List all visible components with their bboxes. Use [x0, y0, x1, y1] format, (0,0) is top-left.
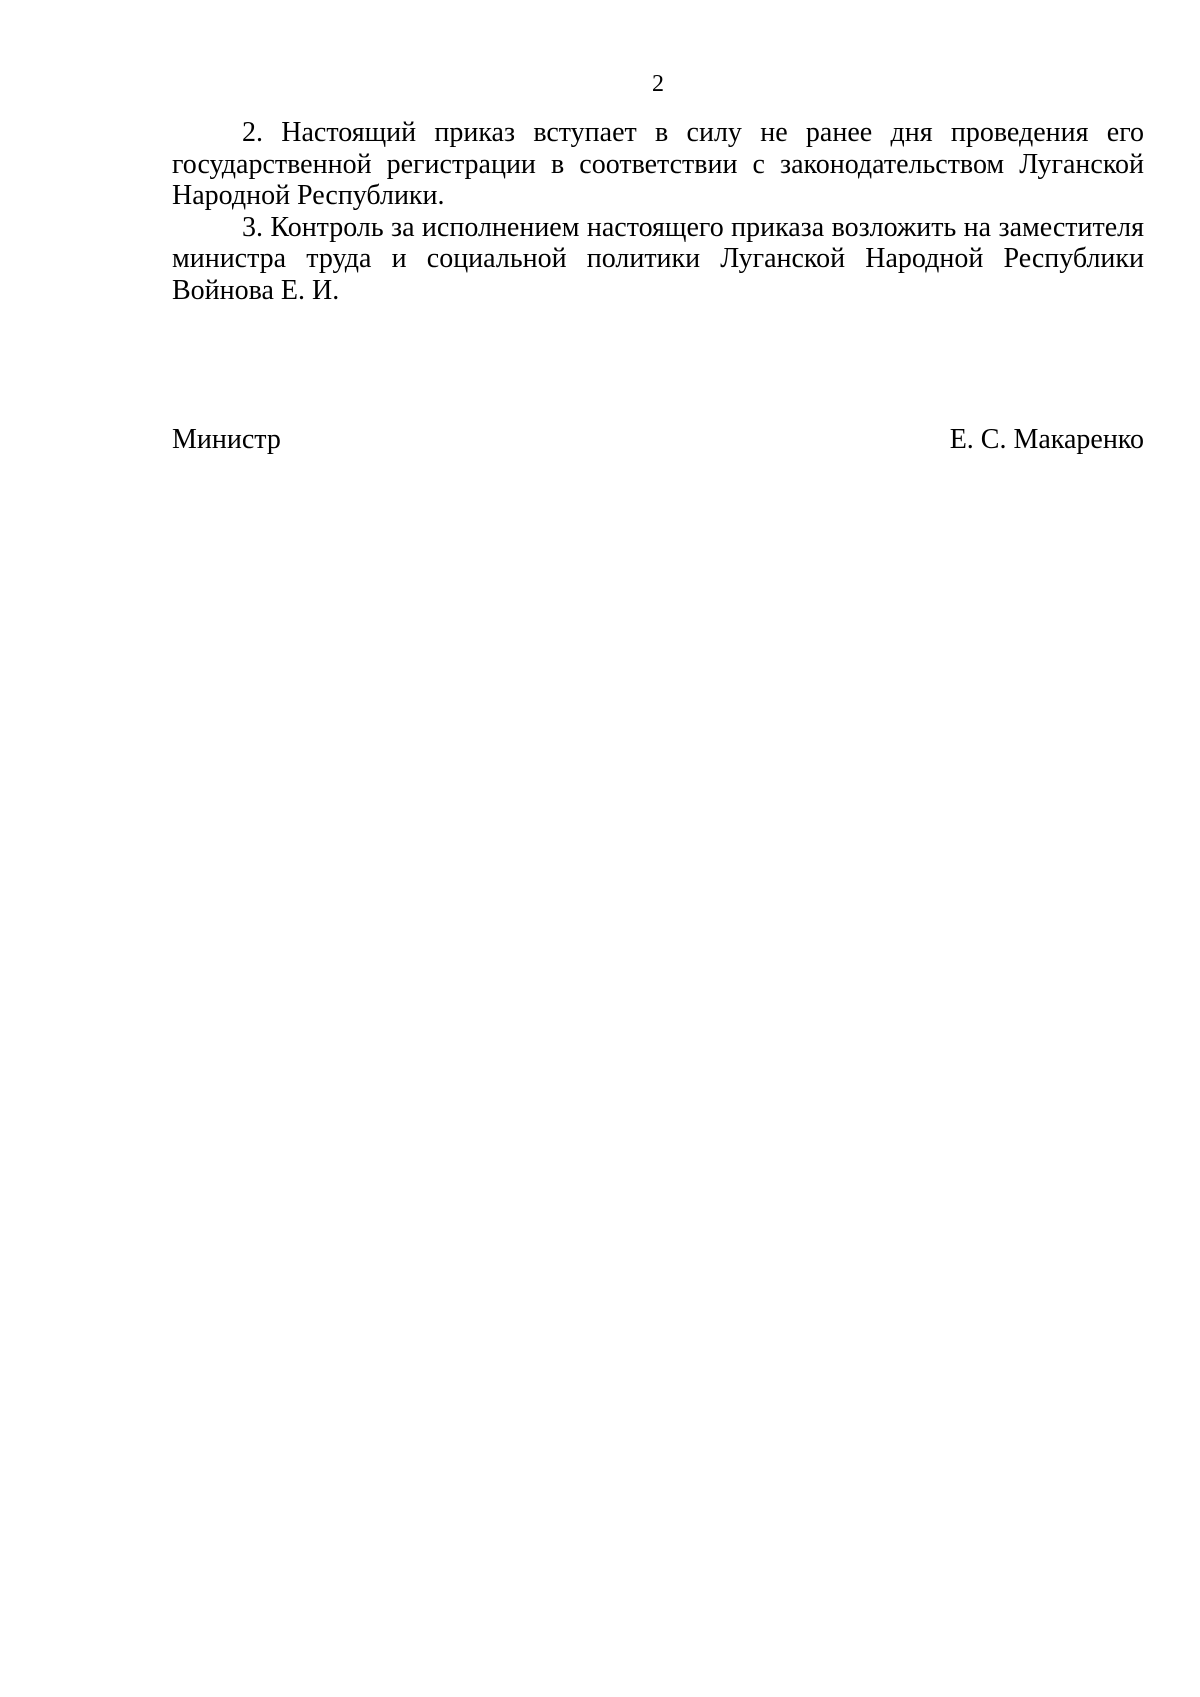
- paragraph-control: 3. Контроль за исполнением настоящего приказа возложить на заместителя министра труда и социальной политики Луганской Народной Республики Войнова Е. И.: [172, 211, 1144, 306]
- signer-name: Е. С. Макаренко: [949, 424, 1144, 455]
- signer-position: Министр: [172, 424, 281, 455]
- paragraph-effective-date: 2. Настоящий приказ вступает в силу не ранее дня проведения его государственной регистрации в соответствии с законодательством Луганской Народной Республики.: [172, 117, 1144, 211]
- page-number: 2: [652, 71, 664, 97]
- document-body: [172, 117, 1144, 306]
- signature-block: [172, 424, 1144, 464]
